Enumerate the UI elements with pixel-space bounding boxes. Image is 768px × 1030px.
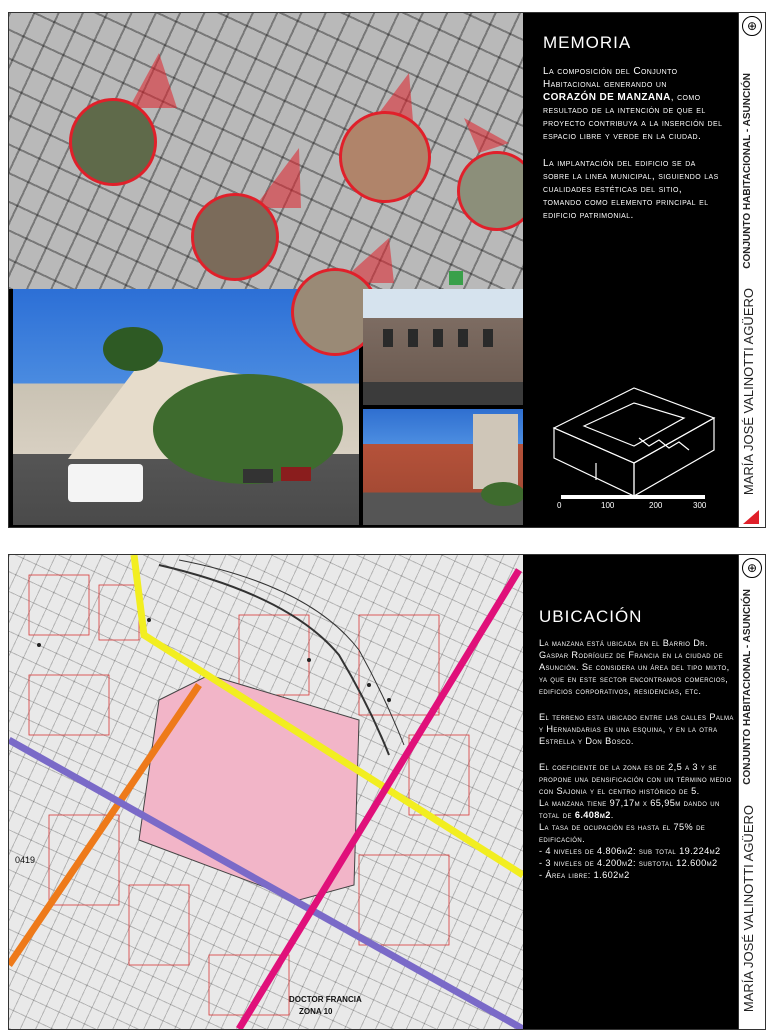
author-name: MARÍA JOSÉ VALINOTTI AGÜERO [741,805,756,1013]
ubicacion-text [539,607,739,881]
brick-building-photo [363,409,523,525]
memoria-text [543,33,723,236]
page-title: UBICACIÓN [539,607,643,626]
ubicacion-paragraph-2: El terreno esta ubicado entre las calles Palma y Hernandarias en una esquina, y en la otra Estrella y Don Bosco. [539,712,734,746]
ubicacion-bullet-3: - Área libre: 1.602m2 [539,870,630,880]
aerial-detail-1 [69,98,157,186]
map-label-zone: ZONA 10 [299,1007,333,1016]
title-block [738,555,765,1029]
ubicacion-bullet-2: - 3 niveles de 4.200m2: subtotal 12.600m2 [539,858,718,868]
project-title: CONJUNTO HABITACIONAL - ASUNCIÓN [742,589,753,785]
map-label-code: 0419 [15,855,36,865]
isometric-building-sketch [544,368,724,508]
memoria-paragraph-2: La implantación del edificio se da sobre la linea municipal, siguiendo las cualidades estéticas del sitio, tomando como elemento principal el edificio patrimonial. [543,158,719,221]
north-arrow-icon: ⊕ [742,558,762,578]
ubicacion-paragraph-4: La manzana tiene 97,17m x 65,95m dando un total de 6.408m2. [539,798,720,820]
ubicacion-paragraph-1: La manzana está ubicada en el Barrio Dr. Gaspar Rodríguez de Francia en la ciudad de Asunción. Se considera un área del tipo mixto, ya que en este sector encontramos comercios, edificios corporativos, residencias, etc. [539,638,730,696]
colonial-building-photo [363,289,523,405]
page-title: MEMORIA [543,33,632,52]
title-block [738,13,765,527]
project-title: CONJUNTO HABITACIONAL - ASUNCIÓN [742,73,753,269]
ubicacion-paragraph-3: El coeficiente de la zona es de 2,5 a 3 y se propone una densificación con un término medio con Sajonia y el centro histórico de 5. [539,762,732,796]
aerial-detail-2 [191,193,279,281]
memoria-sheet: MEMORIA La composición del Conjunto Habitacional generando un CORAZÓN DE MANZANA, como resultado de la intención de que el proyecto contribuya a la inserción del espacio libre y verde en la ciudad. La implantación del edificio se da sobre la linea municipal, siguiendo las cualidades estéticas del sitio, tomando como elemento principal el edificio patrimonial. 0 100 200 300 ⊕ CONJUNTO HABITACIONAL - ASUNCIÓN MARÍA JOSÉ VALINOTTI AGÜERO [8,12,766,528]
north-arrow-icon: ⊕ [742,16,762,36]
ubicacion-sheet [8,554,766,1030]
author-name: MARÍA JOSÉ VALINOTTI AGÜERO [741,288,756,496]
ubicacion-paragraph-5: La tasa de ocupación es hasta el 75% de edificación. [539,822,706,844]
aerial-detail-3 [339,111,431,203]
aerial-map-image [9,13,523,289]
scale-bar [561,495,705,499]
map-label-street: DOCTOR FRANCIA [289,995,362,1004]
school-logo-icon [743,510,759,524]
location-plan [9,555,523,1029]
ubicacion-bullet-1: - 4 niveles de 4.806m2: sub total 19.224m2 [539,846,721,856]
memoria-paragraph-1: La composición del Conjunto Habitacional generando un CORAZÓN DE MANZANA, como resultado de la intención de que el proyecto contribuya a la inserción del espacio libre y verde en la ciudad. [543,66,723,142]
